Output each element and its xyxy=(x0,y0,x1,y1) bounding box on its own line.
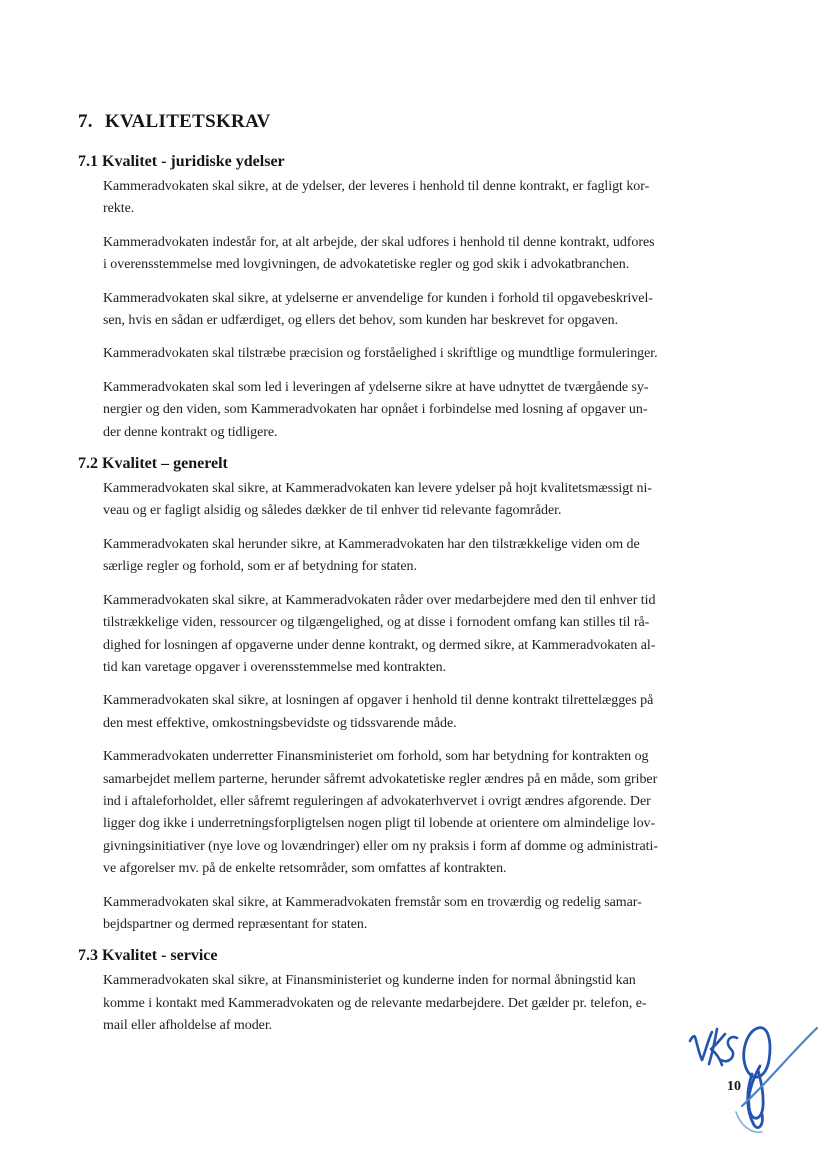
text-line: mail eller afholdelse af moder. xyxy=(103,1018,273,1034)
document-content xyxy=(78,111,784,1049)
text-line: Kammeradvokaten underretter Finansministeriet om forhold, som har betydning for kontrakten og xyxy=(103,749,649,765)
text-line: Kammeradvokaten skal sikre, at Kammeradvokaten fremstår som en troværdig og redelig samar- xyxy=(103,894,642,910)
text-line: Kammeradvokaten skal som led i leveringen af ydelserne sikre at have udnyttet de tværgående sy- xyxy=(103,379,649,395)
text-line: tid kan varetage opgaver i overensstemmelse med kontrakten. xyxy=(103,659,447,675)
text-line: givningsinitiativer (nye love og lovændringer) eller om ny praksis i form af domme og administrati- xyxy=(103,838,658,854)
paragraph xyxy=(103,232,784,277)
text-line: dighed for losningen af opgaverne under denne kontrakt, og dermed sikre, at Kammeradvokaten al- xyxy=(103,637,656,653)
page-title xyxy=(78,111,784,133)
sections-container xyxy=(78,153,784,1038)
section-heading: 7.2 Kvalitet – generelt xyxy=(78,455,228,473)
paragraph xyxy=(103,377,784,444)
paragraph xyxy=(103,343,784,365)
text-line: særlige regler og forhold, som er af betydning for staten. xyxy=(103,559,417,575)
text-line: Kammeradvokaten skal herunder sikre, at Kammeradvokaten har den tilstrækkelige viden om de xyxy=(103,536,640,552)
text-line: samarbejdet mellem parterne, herunder såfremt advokatetiske regler ændres på en måde, som griber xyxy=(103,771,658,787)
text-line: Kammeradvokaten skal sikre, at de ydelser, der leveres i henhold til denne kontrakt, er fagligt kor- xyxy=(103,179,650,194)
signature-bottom-arc xyxy=(736,1112,762,1132)
page-title-number: 7. xyxy=(78,111,93,132)
text-line: ind i aftaleforholdet, eller såfremt reguleringen af advokaterhvervet i ovrigt ændres afgorende. Der xyxy=(103,793,651,809)
paragraph xyxy=(103,970,784,1037)
text-line: sen, hvis en sådan er udfærdiget, og ellers det behov, som kunden har beskrevet for opgaven. xyxy=(103,313,619,329)
paragraph xyxy=(103,534,784,579)
text-line: Kammeradvokaten skal sikre, at Kammeradvokaten råder over medarbejdere med den til enhver tid xyxy=(103,592,656,608)
text-line: Kammeradvokaten skal sikre, at Finansministeriet og kunderne inden for normal åbningstid kan xyxy=(103,973,636,989)
text-line: i overensstemmelse med lovgivningen, de advokatetiske regler og god skik i advokatbranchen. xyxy=(103,257,630,273)
text-line: den mest effektive, omkostningsbevidste og tidssvarende måde. xyxy=(103,715,457,731)
text-line: Kammeradvokaten skal sikre, at losningen af opgaver i henhold til denne kontrakt tilrettelægges på xyxy=(103,693,654,709)
section-heading: 7.3 Kvalitet - service xyxy=(78,947,218,965)
text-line: ve afgorelser mv. på de enkelte retsområder, som omfattes af kontrakten. xyxy=(103,861,507,877)
page-title-text: KVALITETSKRAV xyxy=(104,111,271,132)
text-line: tilstrækkelige viden, ressourcer og tilgængelighed, og at disse i fornodent omfang kan stilles til rå- xyxy=(103,615,650,631)
page-number: 10 xyxy=(727,1079,741,1094)
section-heading: 7.1 Kvalitet - juridiske ydelser xyxy=(78,153,285,170)
paragraph xyxy=(103,892,784,937)
paragraph xyxy=(103,176,784,221)
paragraph xyxy=(103,590,784,680)
text-line: veau og er fagligt alsidig og således dækker de til enhver tid relevante fagområder. xyxy=(103,503,562,519)
document-section xyxy=(78,455,784,936)
paragraph xyxy=(103,746,784,880)
text-line: Kammeradvokaten skal sikre, at Kammeradvokaten kan levere ydelser på hojt kvalitetsmæssigt ni- xyxy=(103,481,652,497)
text-line: komme i kontakt med Kammeradvokaten og de relevante medarbejdere. Det gælder pr. telefon, e- xyxy=(103,995,647,1011)
paragraph xyxy=(103,690,784,735)
document-section xyxy=(78,153,784,444)
paragraph xyxy=(103,478,784,523)
text-line: nergier og den viden, som Kammeradvokaten har opnået i forbindelse med losning af opgaver un- xyxy=(103,402,648,418)
text-line: bejdspartner og dermed repræsentant for staten. xyxy=(103,916,368,932)
text-line: Kammeradvokaten skal sikre, at ydelserne er anvendelige for kunden i forhold til opgavebeskrivel- xyxy=(103,290,653,306)
text-line: rekte. xyxy=(103,201,135,217)
text-line: der denne kontrakt og tidligere. xyxy=(103,424,278,440)
text-line: Kammeradvokaten indestår for, at alt arbejde, der skal udfores i henhold til denne kontrakt, udfores xyxy=(103,234,655,250)
document-section xyxy=(78,947,784,1037)
paragraph xyxy=(103,288,784,333)
text-line: Kammeradvokaten skal tilstræbe præcision og forståelighed i skriftlige og mundtlige formuleringer. xyxy=(103,346,658,362)
text-line: ligger dog ikke i underretningsforpligtelsen nogen pligt til lobende at orientere om almindelige lov- xyxy=(103,816,656,832)
